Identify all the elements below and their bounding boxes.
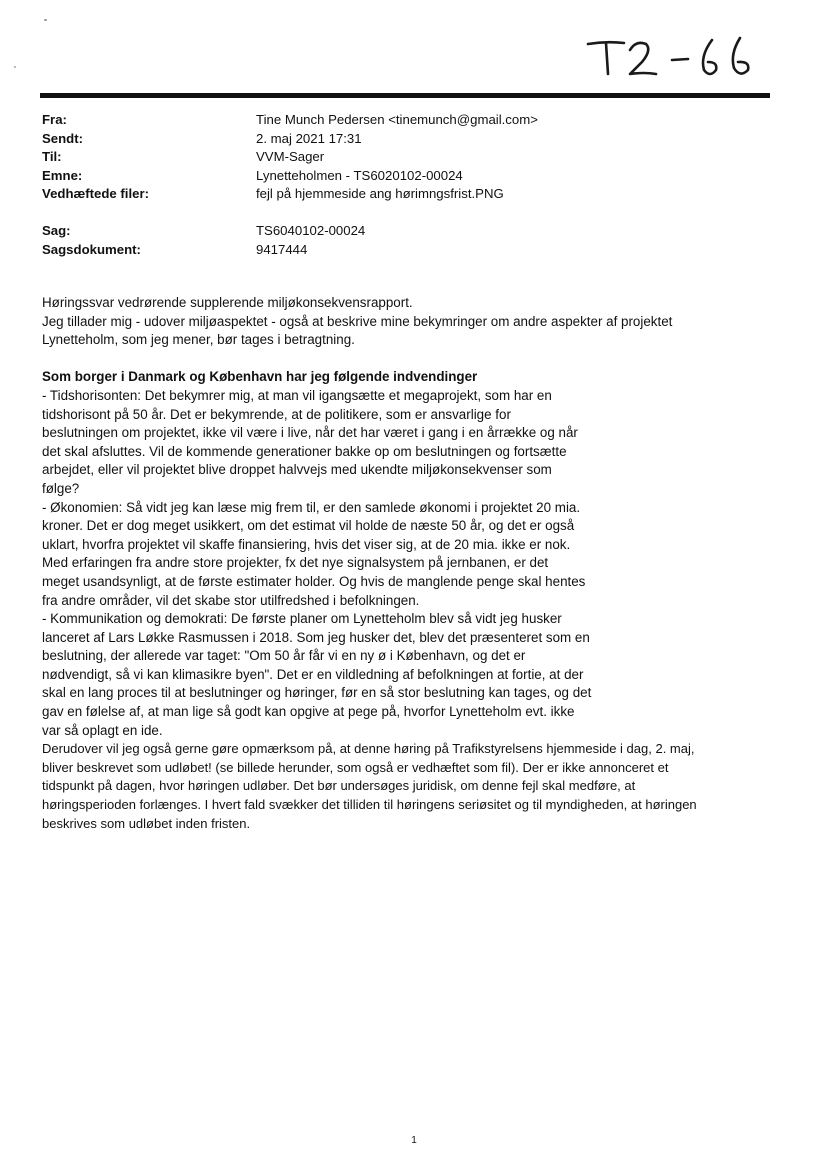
text-line: kroner. Det er dog meget usikkert, om det estimat vil holde de næste 50 år, og det er også [42, 518, 575, 534]
text-line: tidshorisont på 50 år. Det er bekymrende, at de politikere, som er ansvarlige for [42, 406, 511, 422]
section-heading: Som borger i Danmark og København har jeg følgende indvendinger [42, 369, 478, 385]
header-value: VVM-Sager [256, 149, 325, 164]
text-line: - Økonomien: Så vidt jeg kan læse mig frem til, er den samlede økonomi i projektet 20 mia. [42, 499, 581, 515]
text-line: følge? [42, 480, 80, 496]
text-line: fra andre områder, vil det skabe stor utilfredshed i befolkningen. [42, 592, 420, 608]
header-value: TS6040102-00024 [256, 223, 366, 238]
text-line: Høringssvar vedrørende supplerende miljøkonsekvensrapport. [42, 295, 413, 310]
text-line: nødvendigt, så vi kan klimasikre byen". Det er en vildledning af befolkningen at fortie, at der [42, 666, 584, 682]
header-value: 2. maj 2021 17:31 [256, 130, 362, 146]
header-value: Lynetteholmen - TS6020102-00024 [256, 167, 463, 183]
paragraph-hearing-deadline [42, 740, 782, 833]
text-line: Derudover vil jeg også gerne gøre opmærksom på, at denne høring på Trafikstyrelsens hjemmeside i dag, 2. maj, [42, 741, 695, 757]
header-label: Vedhæftede filer: [42, 186, 149, 201]
header-value: Tine Munch Pedersen <tinemunch@gmail.com> [256, 112, 538, 127]
text-line: Jeg tillader mig - udover miljøaspektet - også at beskrive mine bekymringer om andre aspekter af projektet [42, 313, 673, 329]
text-line: uklart, hvorfra projektet vil skaffe finansiering, hvis det viser sig, at de 20 mia. ikke er nok. [42, 536, 571, 552]
header-value: 9417444 [256, 241, 308, 257]
email-body [42, 294, 782, 833]
text-line: skal en lang proces til at beslutninger og høringer, før en så stor beslutning kan tages, og det [42, 685, 592, 701]
text-line: lanceret af Lars Løkke Rasmussen i 2018. Som jeg husker det, blev det præsenteret som en [42, 629, 590, 645]
header-label: Sendt: [42, 130, 84, 146]
text-line: var så oplagt en ide. [42, 722, 163, 738]
text-line: arbejdet, eller vil projektet blive droppet halvvejs med ukendte miljøkonsekvenser som [42, 462, 552, 478]
header-row-case-document [42, 241, 762, 260]
header-label: Emne: [42, 167, 83, 183]
paragraph-democracy [42, 610, 782, 740]
text-line: - Kommunikation og demokrati: De første planer om Lynetteholm blev så vidt jeg husker [42, 611, 562, 627]
header-row-from [42, 111, 762, 130]
text-line: bliver beskrevet som udløbet! (se billede herunder, som også er vedhæftet som fil). Der er ikke annonceret et [42, 759, 669, 775]
header-label: Fra: [42, 112, 67, 127]
header-value: fejl på hjemmeside ang hørimngsfrist.PNG [256, 186, 504, 201]
header-row-subject [42, 167, 762, 186]
text-line: beslutningen om projektet, ikke vil være i live, når det har været i gang i en årrække og når [42, 425, 578, 441]
page-number: 1 [411, 1135, 417, 1146]
text-line: tidspunkt på dagen, hvor høringen udløber. Det bør undersøges juridisk, om denne fejl skal medføre, at [42, 778, 636, 794]
header-label: Sagsdokument: [42, 241, 141, 257]
header-row-case [42, 222, 762, 241]
header-label: Sag: [42, 223, 71, 238]
text-line: det skal afsluttes. Vil de kommende generationer bakke op om beslutningen og fortsætte [42, 443, 567, 459]
header-rule [40, 93, 770, 98]
header-row-attachments [42, 185, 762, 204]
header-label: Til: [42, 149, 62, 164]
text-line: høringsperioden forlænges. I hvert fald svækker det tilliden til høringens seriøsitet og til myndigheden, at høringen [42, 797, 697, 813]
intro-paragraph [42, 294, 782, 350]
paragraph-economy [42, 499, 782, 611]
header-row-to [42, 148, 762, 167]
email-headers [42, 111, 762, 259]
text-line: beslutning, der allerede var taget: "Om 50 år får vi en ny ø i København, og det er [42, 648, 526, 664]
text-line: meget usandsynligt, at de første estimater holder. Og hvis de manglende penge skal hentes [42, 573, 586, 589]
text-line: - Tidshorisonten: Det bekymrer mig, at man vil igangsætte et megaprojekt, som har en [42, 387, 552, 403]
text-line: gav en følelse af, at man lige så godt kan opgive at pege på, hvorfor Lynetteholm evt. ikke [42, 704, 575, 720]
handwritten-stamp [584, 32, 764, 82]
paragraph-time-horizon [42, 387, 782, 499]
scan-speck [44, 19, 47, 21]
header-row-sent [42, 130, 762, 149]
text-line: Med erfaringen fra andre store projekter, fx det nye signalsystem på jernbanen, er det [42, 555, 549, 571]
text-line: beskrives som udløbet inden fristen. [42, 815, 251, 831]
text-line: Lynetteholm, som jeg mener, bør tages i betragtning. [42, 332, 355, 348]
scan-speck [14, 66, 16, 68]
